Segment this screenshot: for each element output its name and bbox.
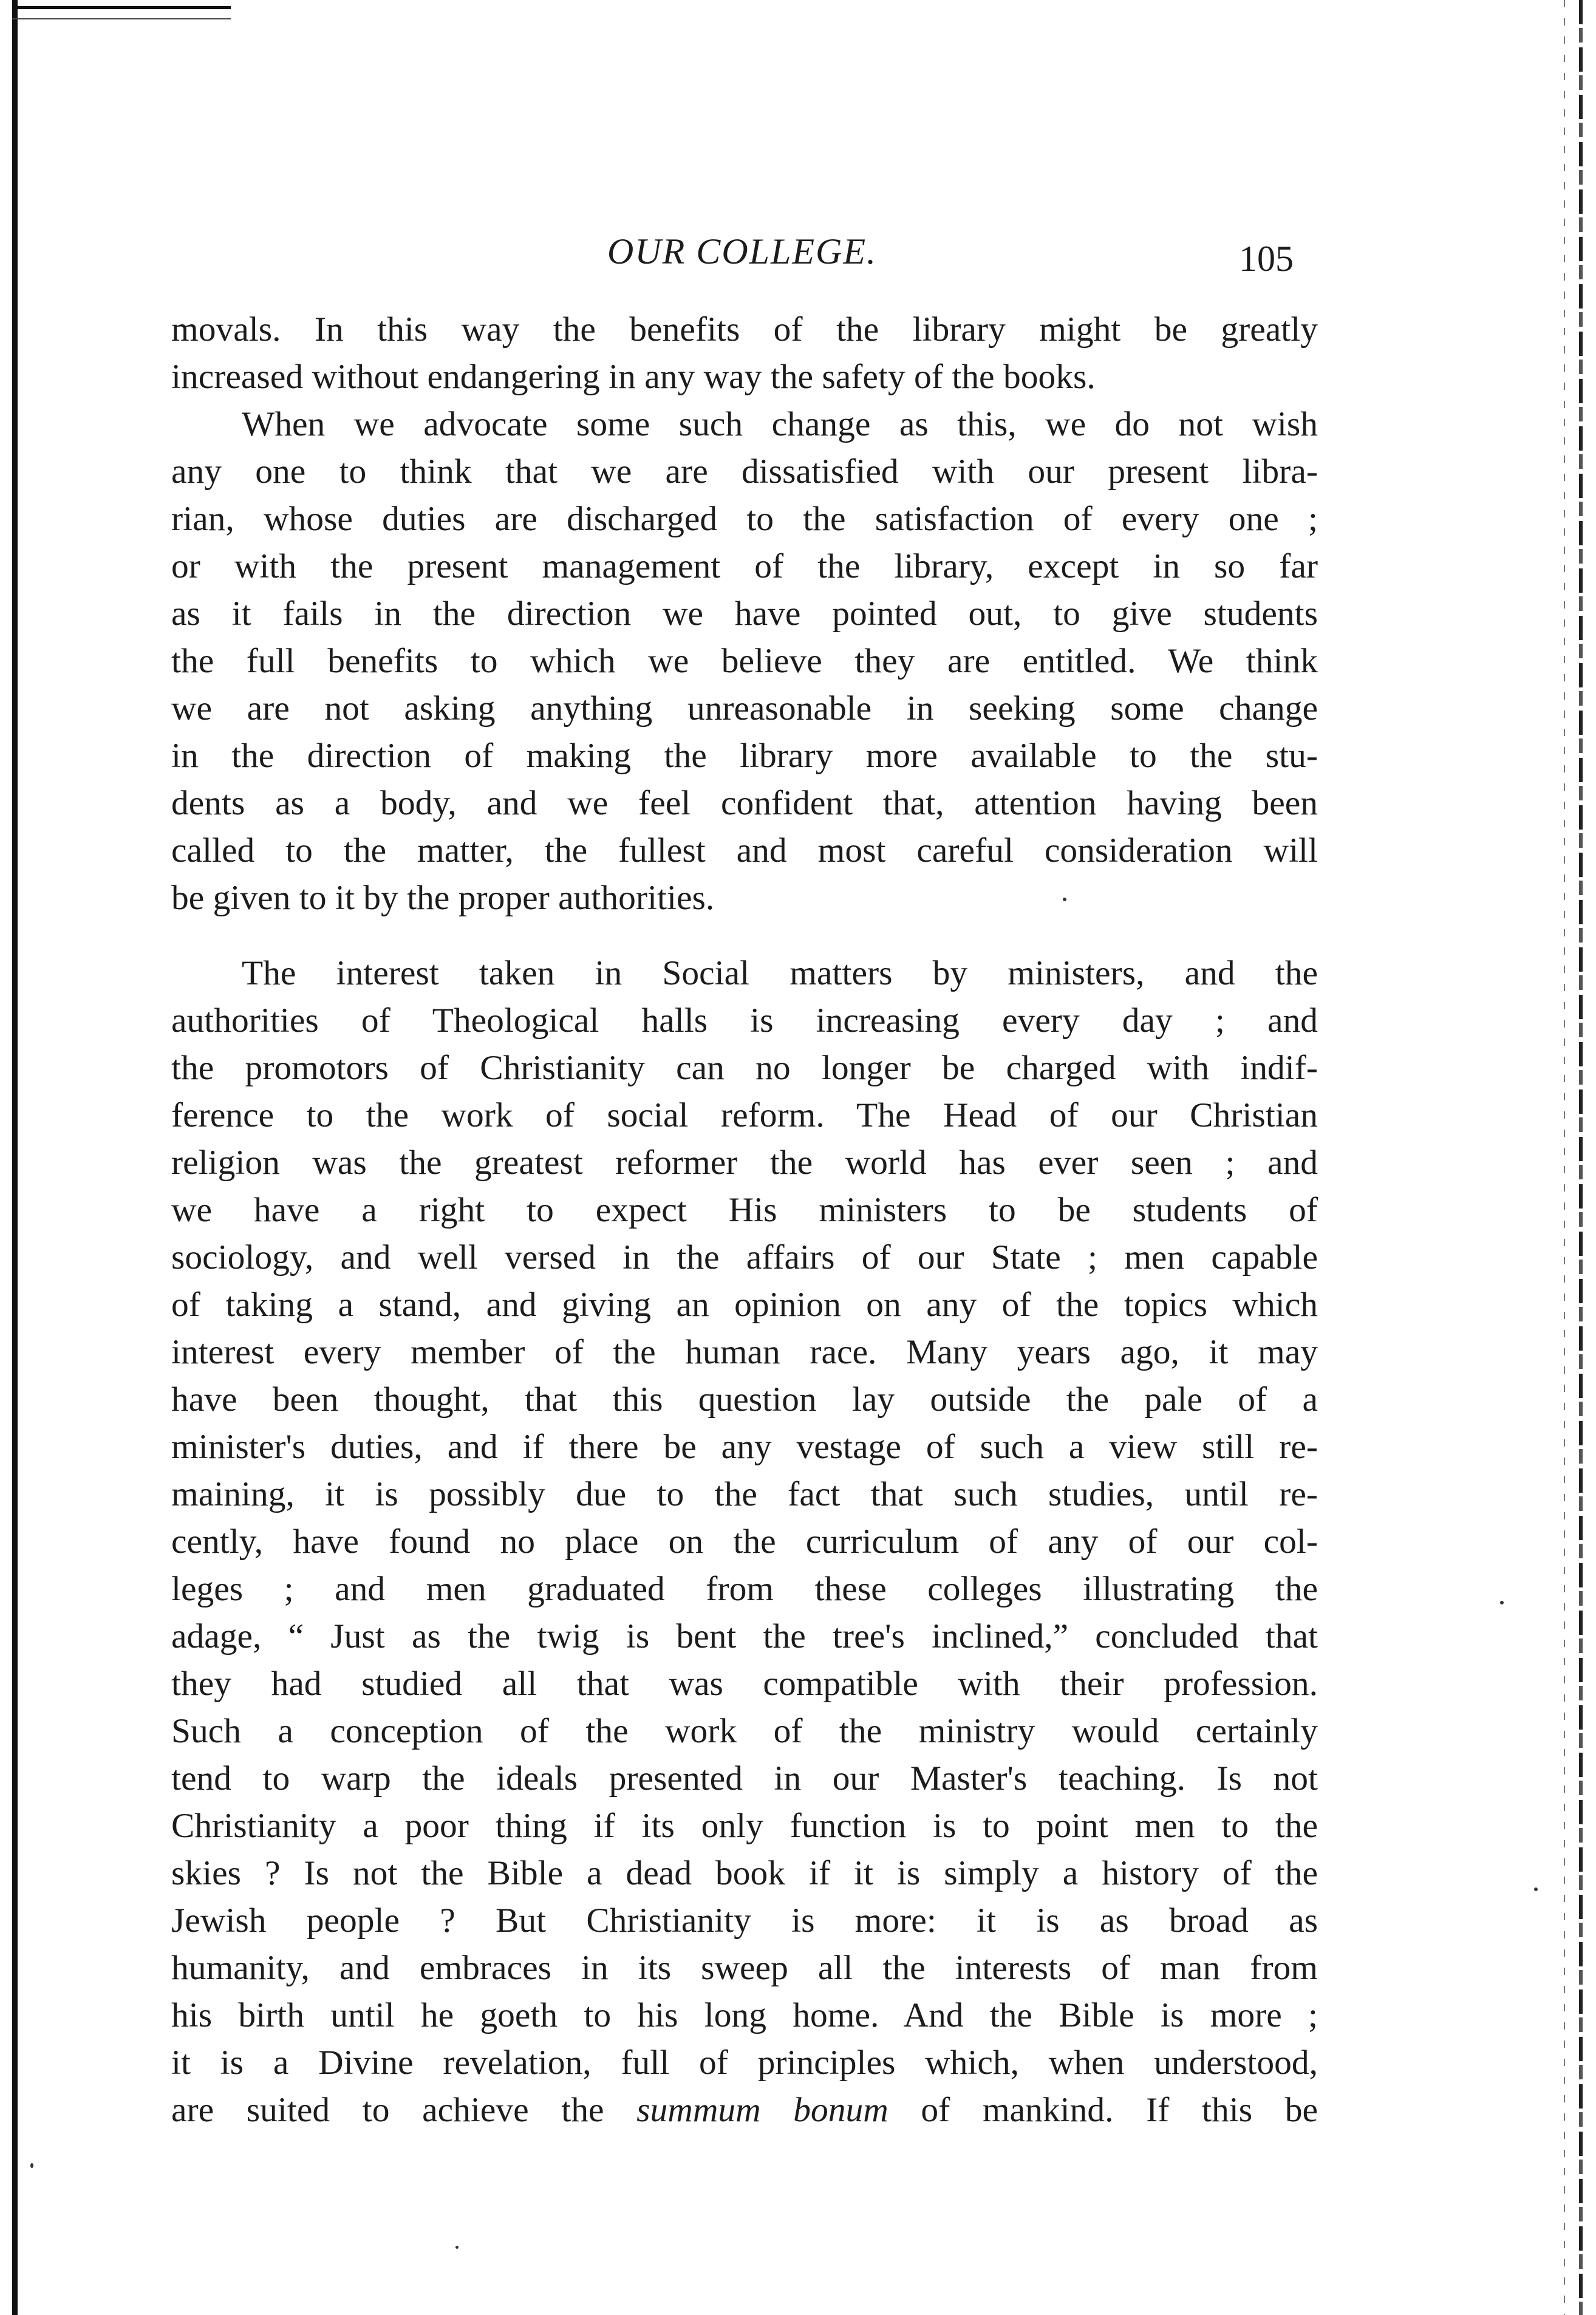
- text-line: Jewish people ? But Christianity is more: it is as broad as: [171, 1901, 1318, 1940]
- text-line: dents as a body, and we feel confident that, attention having been: [171, 784, 1318, 822]
- text-line: sociology, and well versed in the affairs of our State ; men capable: [171, 1238, 1318, 1277]
- text-line: humanity, and embraces in its sweep all the interests of man from: [171, 1949, 1318, 1987]
- running-head: OUR COLLEGE.: [607, 231, 878, 271]
- text-line: minister's duties, and if there be any vestage of such a view still re-: [171, 1428, 1318, 1466]
- text-line: cently, have found no place on the curriculum of any of our col-: [171, 1522, 1318, 1561]
- text-line: increased without endangering in any way the safety of the books.: [171, 358, 1096, 396]
- text-line: tend to warp the ideals presented in our Master's teaching. Is not: [171, 1759, 1318, 1798]
- text-line: any one to think that we are dissatisfied with our present libra-: [171, 452, 1318, 491]
- page-edge-right-rule: [1564, 0, 1565, 2315]
- page-number: 105: [1239, 239, 1294, 279]
- text-line: the full benefits to which we believe they are entitled. We think: [171, 642, 1318, 680]
- text-line: religion was the greatest reformer the world has ever seen ; and: [171, 1144, 1318, 1182]
- text-line: it is a Divine revelation, full of principles which, when understood,: [171, 2044, 1318, 2082]
- ink-speck: [1063, 898, 1066, 901]
- text-line: interest every member of the human race. Many years ago, it may: [171, 1333, 1318, 1371]
- text-line: Such a conception of the work of the ministry would certainly: [171, 1712, 1318, 1750]
- ink-speck: [455, 2246, 459, 2249]
- text-run: of mankind. If this be: [888, 2091, 1318, 2129]
- text-line: Christianity a poor thing if its only function is to point men to the: [171, 1807, 1318, 1845]
- ink-speck: [30, 2163, 33, 2168]
- text-line: his birth until he goeth to his long home. And the Bible is more ;: [171, 1996, 1318, 2034]
- text-line: movals. In this way the benefits of the library might be greatly: [171, 310, 1318, 349]
- text-line: of taking a stand, and giving an opinion on any of the topics which: [171, 1286, 1318, 1324]
- text-line: authorities of Theological halls is increasing every day ; and: [171, 1001, 1318, 1040]
- text-line: be given to it by the proper authorities.: [171, 879, 715, 917]
- text-line-final: [171, 2087, 1318, 2134]
- text-line: ference to the work of social reform. The Head of our Christian: [171, 1096, 1318, 1134]
- text-line: When we advocate some such change as this, we do not wish: [242, 405, 1318, 443]
- paragraph-break: [171, 922, 1318, 950]
- text-line: in the direction of making the library more available to the stu-: [171, 737, 1318, 775]
- text-line: we are not asking anything unreasonable in seeking some change: [171, 689, 1318, 728]
- text-line: have been thought, that this question lay outside the pale of a: [171, 1380, 1318, 1419]
- text-line: adage, “ Just as the twig is bent the tree's inclined,” concluded that: [171, 1617, 1318, 1655]
- text-line: the promotors of Christianity can no longer be charged with indif-: [171, 1049, 1318, 1087]
- text-line: leges ; and men graduated from these colleges illustrating the: [171, 1570, 1318, 1608]
- page-edge-top: [12, 6, 231, 9]
- italic-phrase: summum bonum: [636, 2091, 888, 2129]
- text-line: as it fails in the direction we have pointed out, to give students: [171, 595, 1318, 633]
- text-line: or with the present management of the library, except in so far: [171, 547, 1318, 585]
- page-edge-left: [12, 0, 18, 2315]
- ink-speck: [1534, 1887, 1538, 1891]
- text-line: rian, whose duties are discharged to the satisfaction of every one ;: [171, 500, 1318, 538]
- text-line: The interest taken in Social matters by ministers, and the: [242, 954, 1318, 992]
- text-line: we have a right to expect His ministers to be students of: [171, 1191, 1318, 1229]
- page-edge-right: [1579, 0, 1583, 2315]
- page-body: [171, 306, 1318, 2134]
- text-line: they had studied all that was compatible with their profession.: [171, 1665, 1318, 1703]
- ink-speck: [1500, 1601, 1504, 1604]
- text-run: are suited to achieve the: [171, 2091, 637, 2129]
- text-line: maining, it is possibly due to the fact that such studies, until re-: [171, 1475, 1318, 1513]
- page-edge-top-rule: [12, 18, 231, 19]
- text-line: called to the matter, the fullest and most careful consideration will: [171, 831, 1318, 870]
- page-header: [0, 231, 1596, 285]
- text-line: skies ? Is not the Bible a dead book if it is simply a history of the: [171, 1854, 1318, 1892]
